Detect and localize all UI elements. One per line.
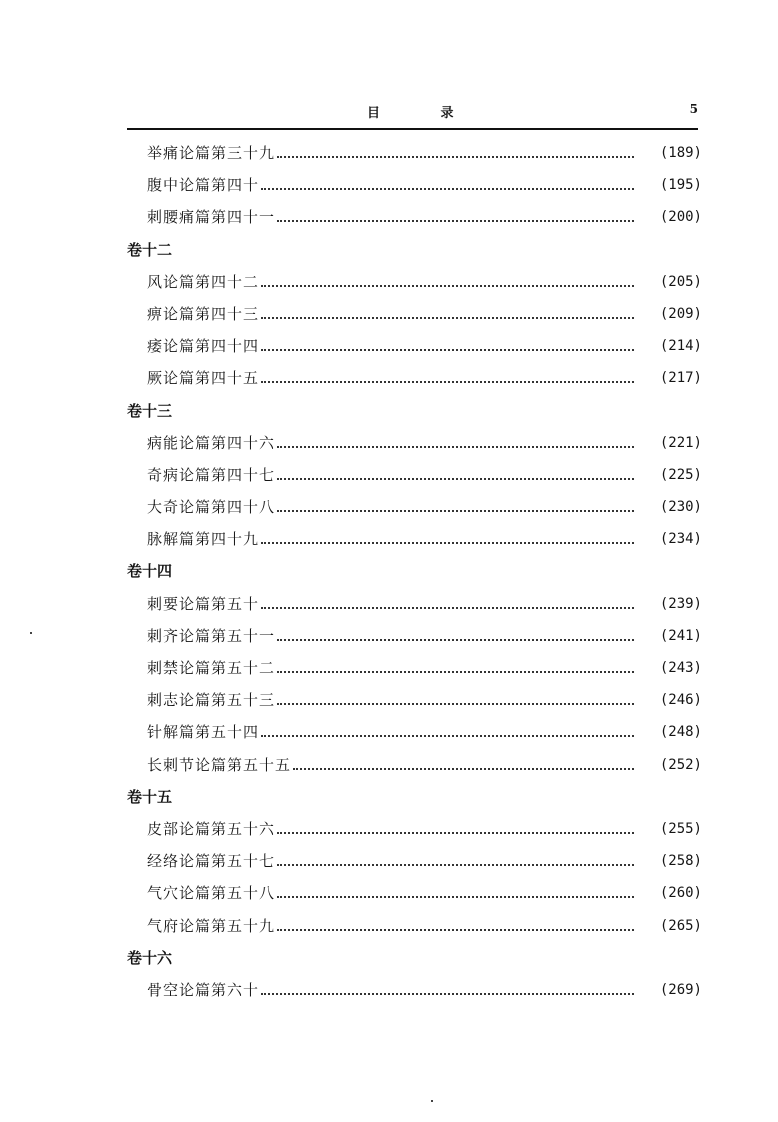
toc-entry-title: 刺要论篇第五十	[147, 594, 260, 613]
toc-entry	[127, 877, 702, 909]
dot-leader	[277, 444, 634, 448]
toc-entry-title: 皮部论篇第五十六	[147, 819, 276, 838]
toc-entry-page: (252)	[659, 756, 702, 773]
toc-entry	[127, 201, 702, 233]
header-rule	[127, 128, 698, 130]
toc-entry-title: 痿论篇第四十四	[147, 337, 260, 356]
dot-leader	[277, 830, 634, 834]
toc-entry	[127, 266, 702, 298]
toc-entry-title: 经络论篇第五十七	[147, 852, 276, 871]
toc-entry	[127, 362, 702, 394]
dot-leader	[277, 476, 634, 480]
dot-leader	[277, 154, 634, 158]
toc-entry-page: (265)	[659, 917, 702, 934]
toc-entry	[127, 974, 702, 1006]
dot-leader	[261, 605, 634, 609]
toc-section-heading: 卷十三	[127, 401, 173, 420]
dot-leader	[261, 379, 634, 383]
scan-speck	[431, 1100, 433, 1102]
toc-entry	[127, 137, 702, 169]
toc-entry-page: (258)	[659, 853, 702, 870]
dot-leader	[277, 637, 634, 641]
toc-entry	[127, 588, 702, 620]
toc-entry-title: 病能论篇第四十六	[147, 433, 276, 452]
toc-entry	[127, 652, 702, 684]
toc-entry-page: (246)	[659, 692, 702, 709]
scan-speck	[30, 632, 32, 634]
page-header	[127, 100, 698, 126]
toc-entry	[127, 491, 702, 523]
toc-entry-title: 针解篇第五十四	[147, 723, 260, 742]
toc-entry-page: (248)	[659, 724, 702, 741]
toc-entry-page: (243)	[659, 660, 702, 676]
toc-entry-page: (209)	[659, 305, 702, 322]
dot-leader	[277, 894, 634, 898]
toc-entry-page: (221)	[659, 434, 702, 451]
toc-entry-page: (214)	[659, 338, 702, 355]
toc-entry-page: (269)	[659, 981, 702, 998]
toc-entry-page: (234)	[659, 531, 702, 548]
toc-entry	[127, 169, 702, 201]
toc-entry	[127, 620, 702, 652]
toc-entry-title: 举痛论篇第三十九	[147, 144, 276, 162]
dot-leader	[277, 508, 634, 512]
toc-entry-title: 刺齐论篇第五十一	[147, 626, 276, 645]
toc-section-heading: 卷十五	[127, 787, 173, 806]
dot-leader	[261, 315, 634, 319]
toc-entry-title: 痹论篇第四十三	[147, 304, 260, 323]
toc-entry-page: (230)	[659, 499, 702, 516]
dot-leader	[261, 283, 634, 287]
toc-entry-title: 奇病论篇第四十七	[147, 465, 276, 484]
dot-leader	[261, 186, 634, 190]
toc-entry-page: (200)	[659, 209, 702, 226]
dot-leader	[261, 991, 634, 995]
toc-entry-page: (260)	[659, 885, 702, 902]
toc-entry-page: (217)	[659, 370, 702, 387]
toc-entry-page: (189)	[659, 145, 702, 161]
toc-entry-title: 气府论篇第五十九	[147, 916, 276, 935]
toc-entry	[127, 427, 702, 459]
toc-entry	[127, 749, 702, 781]
toc-entry	[127, 716, 702, 748]
toc-entry-page: (241)	[659, 627, 702, 644]
page-number: 5	[689, 102, 698, 116]
toc-entry	[127, 523, 702, 555]
dot-leader	[277, 701, 634, 705]
toc-entry	[127, 813, 702, 845]
table-of-contents	[127, 137, 702, 1006]
toc-entry	[127, 845, 702, 877]
toc-section-heading: 卷十二	[127, 240, 173, 259]
toc-entry-page: (255)	[659, 820, 702, 837]
toc-entry-page: (225)	[659, 466, 702, 483]
toc-entry-page: (195)	[659, 177, 702, 194]
toc-entry-title: 刺志论篇第五十三	[147, 691, 276, 710]
toc-entry	[127, 910, 702, 942]
toc-entry-title: 厥论篇第四十五	[147, 369, 260, 388]
toc-entry-title: 骨空论篇第六十	[147, 980, 260, 999]
toc-entry-title: 气穴论篇第五十八	[147, 884, 276, 903]
dot-leader	[261, 733, 634, 737]
dot-leader	[293, 766, 634, 770]
dot-leader	[277, 862, 634, 866]
toc-entry-title: 大奇论篇第四十八	[147, 498, 276, 517]
dot-leader	[261, 540, 634, 544]
dot-leader	[277, 669, 634, 673]
toc-entry-title: 脉解篇第四十九	[147, 530, 260, 549]
toc-entry-title: 风论篇第四十二	[147, 272, 260, 291]
toc-entry	[127, 459, 702, 491]
toc-entry-title: 刺禁论篇第五十二	[147, 659, 276, 677]
dot-leader	[261, 347, 634, 351]
page-title: 目 录	[367, 106, 482, 121]
toc-entry	[127, 330, 702, 362]
toc-entry-title: 腹中论篇第四十	[147, 176, 260, 195]
toc-section-heading: 卷十六	[127, 948, 173, 967]
toc-section-heading: 卷十四	[127, 562, 173, 581]
toc-entry-title: 长刺节论篇第五十五	[147, 755, 292, 774]
dot-leader	[277, 218, 634, 222]
toc-entry-title: 刺腰痛篇第四十一	[147, 208, 276, 227]
dot-leader	[277, 927, 634, 931]
toc-entry	[127, 298, 702, 330]
toc-entry	[127, 684, 702, 716]
toc-entry-page: (239)	[659, 595, 702, 612]
toc-entry-page: (205)	[659, 273, 702, 290]
